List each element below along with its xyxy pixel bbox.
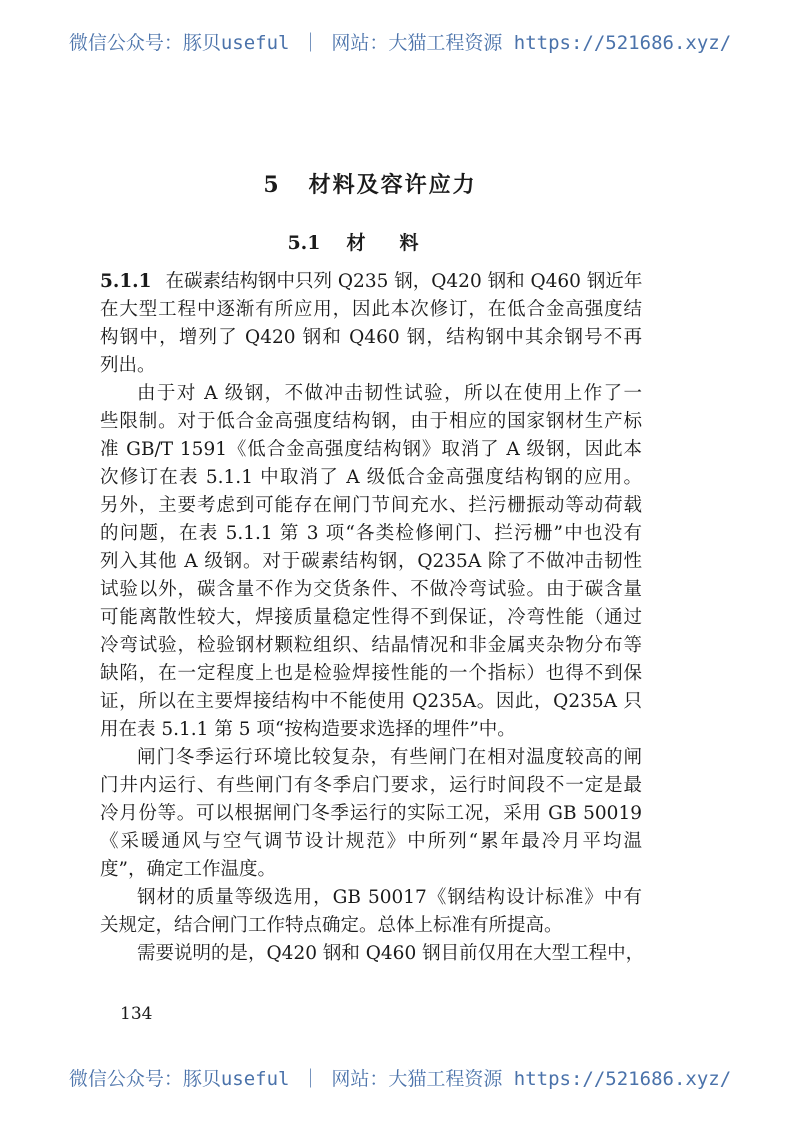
clause-label: 5.1.1 (100, 271, 152, 292)
chapter-title-text: 材料及容许应力 (308, 172, 477, 198)
text-line: 关规定，结合闸门工作特点确定。总体上标准有所提高。 (100, 915, 563, 936)
chapter-title (0, 168, 740, 199)
text-line: 构钢中，增列了 Q420 钢和 Q460 钢，结构钢中其余钢号不再 (100, 327, 642, 348)
text-line: 闸门冬季运行环境比较复杂，有些闸门在相对温度较高的闸 (137, 747, 642, 768)
text-line: 的问题，在表 5.1.1 第 3 项“各类检修闸门、拦污栅”中也没有 (100, 523, 642, 544)
text-line: 需要说明的是，Q420 钢和 Q460 钢目前仅用在大型工程中， (137, 943, 645, 964)
section-title (0, 228, 740, 255)
text-line: 试验以外，碳含量不作为交货条件、不做冷弯试验。由于碳含量 (100, 579, 642, 600)
text-line: 用在表 5.1.1 第 5 项“按构造要求选择的埋件”中。 (100, 719, 516, 740)
text-line: 准 GB/T 1591《低合金高强度结构钢》取消了 A 级钢，因此本 (100, 439, 642, 460)
text-line: 缺陷，在一定程度上也是检验焊接性能的一个指标）也得不到保 (100, 663, 642, 684)
text-line: 度”，确定工作温度。 (100, 859, 276, 880)
text-line: 门井内运行、有些闸门有冬季启门要求，运行时间段不一定是最 (100, 775, 642, 796)
text-line (100, 268, 642, 296)
page-number: 134 (120, 1004, 153, 1024)
chapter-number: 5 (263, 172, 281, 198)
text-line: 可能离散性较大，焊接质量稳定性得不到保证，冷弯性能（通过 (100, 607, 642, 628)
text-line: 次修订在表 5.1.1 中取消了 A 级低合金高强度结构钢的应用。 (100, 467, 642, 488)
line-text: 在碳素结构钢中只列 Q235 钢，Q420 钢和 Q460 钢近年 (165, 271, 643, 292)
text-line: 些限制。对于低合金高强度结构钢，由于相应的国家钢材生产标 (100, 411, 642, 432)
section-number: 5.1 (287, 232, 321, 254)
text-line: 列出。 (100, 355, 156, 376)
watermark-top: 微信公众号：豚贝useful ｜ 网站：大猫工程资源 https://521686.xyz/ (68, 32, 732, 54)
text-line: 《采暖通风与空气调节设计规范》中所列“累年最冷月平均温 (100, 831, 642, 852)
watermark-bottom: 微信公众号：豚贝useful ｜ 网站：大猫工程资源 https://521686.xyz/ (68, 1068, 732, 1090)
text-line: 另外，主要考虑到可能存在闸门节间充水、拦污栅振动等动荷载 (100, 495, 642, 516)
text-line: 冷月份等。可以根据闸门冬季运行的实际工况，采用 GB 50019 (100, 803, 642, 824)
text-line: 由于对 A 级钢，不做冲击韧性试验，所以在使用上作了一 (137, 383, 642, 404)
section-title-text: 材料 (346, 232, 453, 254)
text-line: 钢材的质量等级选用，GB 50017《钢结构设计标准》中有 (137, 887, 642, 908)
body-text (100, 268, 645, 968)
text-line: 在大型工程中逐渐有所应用，因此本次修订，在低合金高强度结 (100, 299, 642, 320)
text-line: 列入其他 A 级钢。对于碳素结构钢，Q235A 除了不做冲击韧性 (100, 551, 642, 572)
text-line: 证，所以在主要焊接结构中不能使用 Q235A。因此，Q235A 只 (100, 691, 642, 712)
text-line: 冷弯试验，检验钢材颗粒组织、结晶情况和非金属夹杂物分布等 (100, 635, 642, 656)
